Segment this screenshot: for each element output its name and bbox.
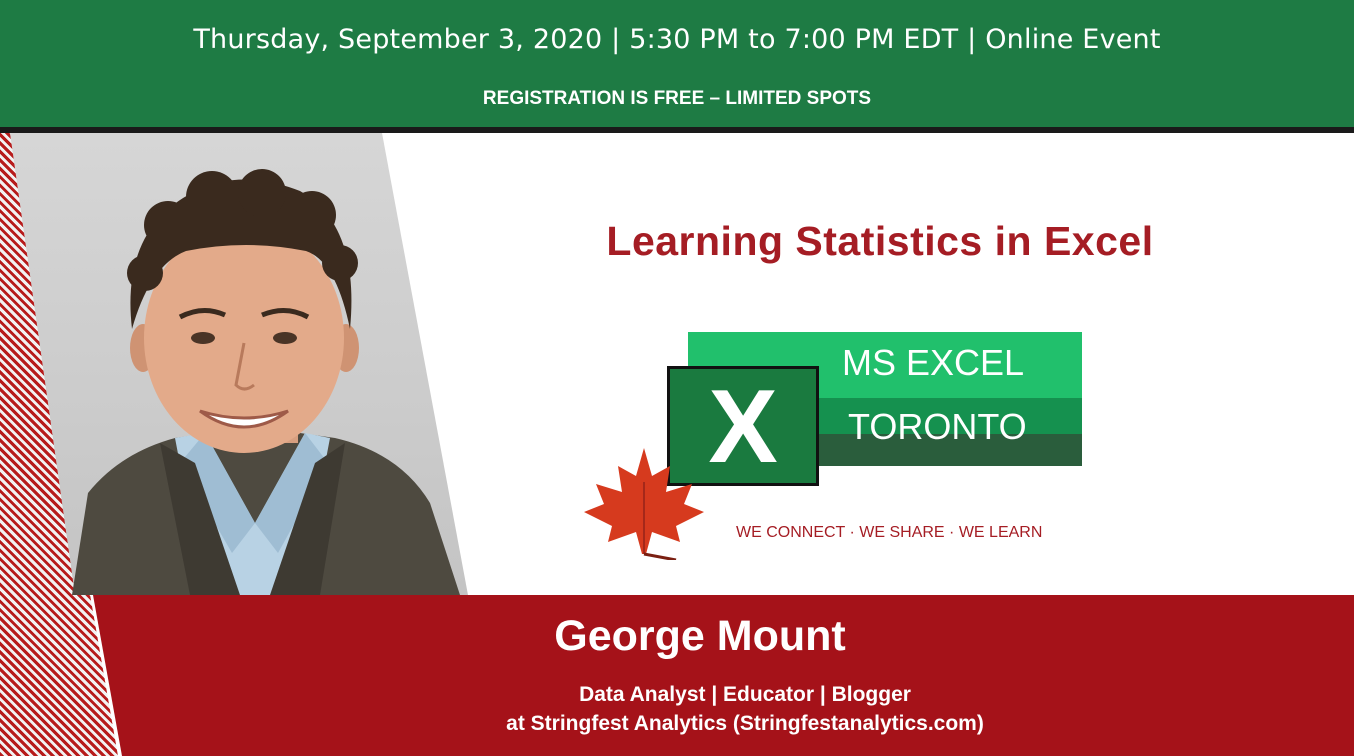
- event-title: Learning Statistics in Excel: [606, 218, 1154, 264]
- speaker-name: George Mount: [554, 612, 846, 660]
- eye: [191, 332, 215, 344]
- event-details: Thursday, September 3, 2020 | 5:30 PM to 7:00 PM EDT | Online Event: [193, 24, 1161, 55]
- logo-title: MS EXCEL: [842, 342, 1025, 383]
- logo-city: TORONTO: [848, 406, 1027, 447]
- excel-x-glyph: X: [708, 369, 778, 485]
- speaker-company: at Stringfest Analytics (Stringfestanalytics.com): [506, 712, 984, 735]
- maple-leaf-icon: [580, 442, 708, 560]
- top-banner: [0, 0, 1354, 133]
- logo-tagline: WE CONNECT · WE SHARE · WE LEARN: [736, 524, 1043, 541]
- ms-excel-toronto-logo: [580, 330, 1100, 560]
- registration-notice: REGISTRATION IS FREE – LIMITED SPOTS: [482, 88, 872, 109]
- eye: [273, 332, 297, 344]
- speaker-role: Data Analyst | Educator | Blogger: [579, 683, 911, 706]
